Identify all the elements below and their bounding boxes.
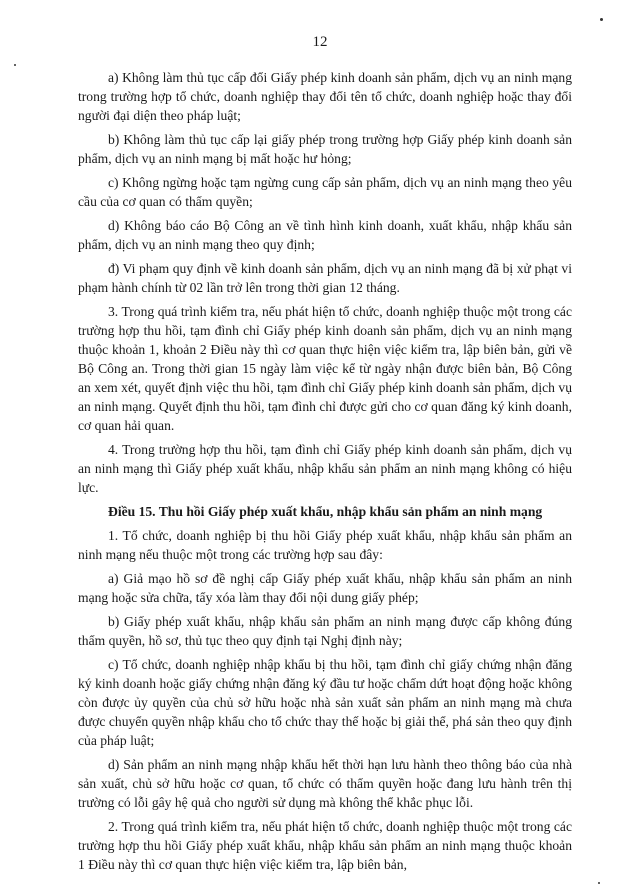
paragraph: a) Không làm thủ tục cấp đổi Giấy phép kinh doanh sản phẩm, dịch vụ an ninh mạng trong trường hợp tổ chức, doanh nghiệp thay đổi tên tổ chức, doanh nghiệp hoặc thay đổi người đại diện theo pháp luật; [78,70,572,123]
paragraph: c) Tổ chức, doanh nghiệp nhập khẩu bị thu hồi, tạm đình chỉ giấy chứng nhận đăng ký kinh doanh hoặc giấy chứng nhận đăng ký đầu tư hoặc chấm dứt hoạt động hoặc không còn được ủy quyền của chủ sở hữu hoặc nhà sản xuất sản phẩm an ninh mạng mà chưa được chuyển quyền nhập khẩu cho tổ chức thay thế hoặc bị giải thể, phá sản theo quy định của pháp luật; [78,657,572,748]
paragraph: b) Không làm thủ tục cấp lại giấy phép trong trường hợp Giấy phép kinh doanh sản phẩm, dịch vụ an ninh mạng bị mất hoặc hư hỏng; [78,132,572,166]
paragraph: 1. Tổ chức, doanh nghiệp bị thu hồi Giấy phép xuất khẩu, nhập khẩu sản phẩm an ninh mạng nếu thuộc một trong các trường hợp sau đây: [78,528,572,562]
paragraph: b) Giấy phép xuất khẩu, nhập khẩu sản phẩm an ninh mạng được cấp không đúng thẩm quyền, hồ sơ, thủ tục theo quy định tại Nghị định này; [78,614,572,648]
paragraph: d) Không báo cáo Bộ Công an về tình hình kinh doanh, xuất khẩu, nhập khẩu sản phẩm, dịch vụ an ninh mạng theo quy định; [78,218,572,252]
paragraph: 2. Trong quá trình kiểm tra, nếu phát hiện tổ chức, doanh nghiệp thuộc một trong các trường hợp thu hồi Giấy phép xuất khẩu, nhập khẩu sản phẩm an ninh mạng thuộc khoản 1 Điều này thì cơ quan thực hiện việc kiểm tra, lập biên bản, [78,819,572,872]
document-body [78,68,572,879]
scan-speck [598,882,600,884]
article-heading: Điều 15. Thu hồi Giấy phép xuất khẩu, nhập khẩu sản phẩm an ninh mạng [108,504,543,519]
page-number: 12 [312,34,328,50]
paragraph: a) Giả mạo hồ sơ đề nghị cấp Giấy phép xuất khẩu, nhập khẩu sản phẩm an ninh mạng hoặc sửa chữa, tẩy xóa làm thay đổi nội dung giấy phép; [78,571,572,605]
paragraph: đ) Vi phạm quy định về kinh doanh sản phẩm, dịch vụ an ninh mạng đã bị xử phạt vi phạm hành chính từ 02 lần trở lên trong thời gian 12 tháng. [78,261,572,295]
scan-speck [14,64,16,66]
paragraph: d) Sản phẩm an ninh mạng nhập khẩu hết thời hạn lưu hành theo thông báo của nhà sản xuất, chủ sở hữu hoặc cơ quan, tổ chức có thẩm quyền hoặc đang lưu hành trên thị trường có lỗi gây hệ quả cho người sử dụng mà không thể khắc phục lỗi. [78,757,572,810]
scan-speck [600,18,603,21]
paragraph: 4. Trong trường hợp thu hồi, tạm đình chỉ Giấy phép kinh doanh sản phẩm, dịch vụ an ninh mạng thì Giấy phép xuất khẩu, nhập khẩu sản phẩm an ninh mạng không có hiệu lực. [78,442,572,495]
paragraph: c) Không ngừng hoặc tạm ngừng cung cấp sản phẩm, dịch vụ an ninh mạng theo yêu cầu của cơ quan có thẩm quyền; [78,175,572,209]
paragraph: 3. Trong quá trình kiểm tra, nếu phát hiện tổ chức, doanh nghiệp thuộc một trong các trường hợp thu hồi, tạm đình chỉ Giấy phép kinh doanh sản phẩm, dịch vụ an ninh mạng thuộc khoản 1, khoản 2 Điều này thì cơ quan thực hiện việc kiểm tra, lập biên bản, gửi về Bộ Công an. Trong thời gian 15 ngày làm việc kể từ ngày nhận được biên bản, Bộ Công an xem xét, quyết định việc thu hồi, tạm đình chỉ Giấy phép kinh doanh sản phẩm, dịch vụ an ninh mạng. Quyết định thu hồi, tạm đình chỉ được gửi cho cơ quan đăng ký kinh doanh, cơ quan hải quan. [78,304,572,433]
